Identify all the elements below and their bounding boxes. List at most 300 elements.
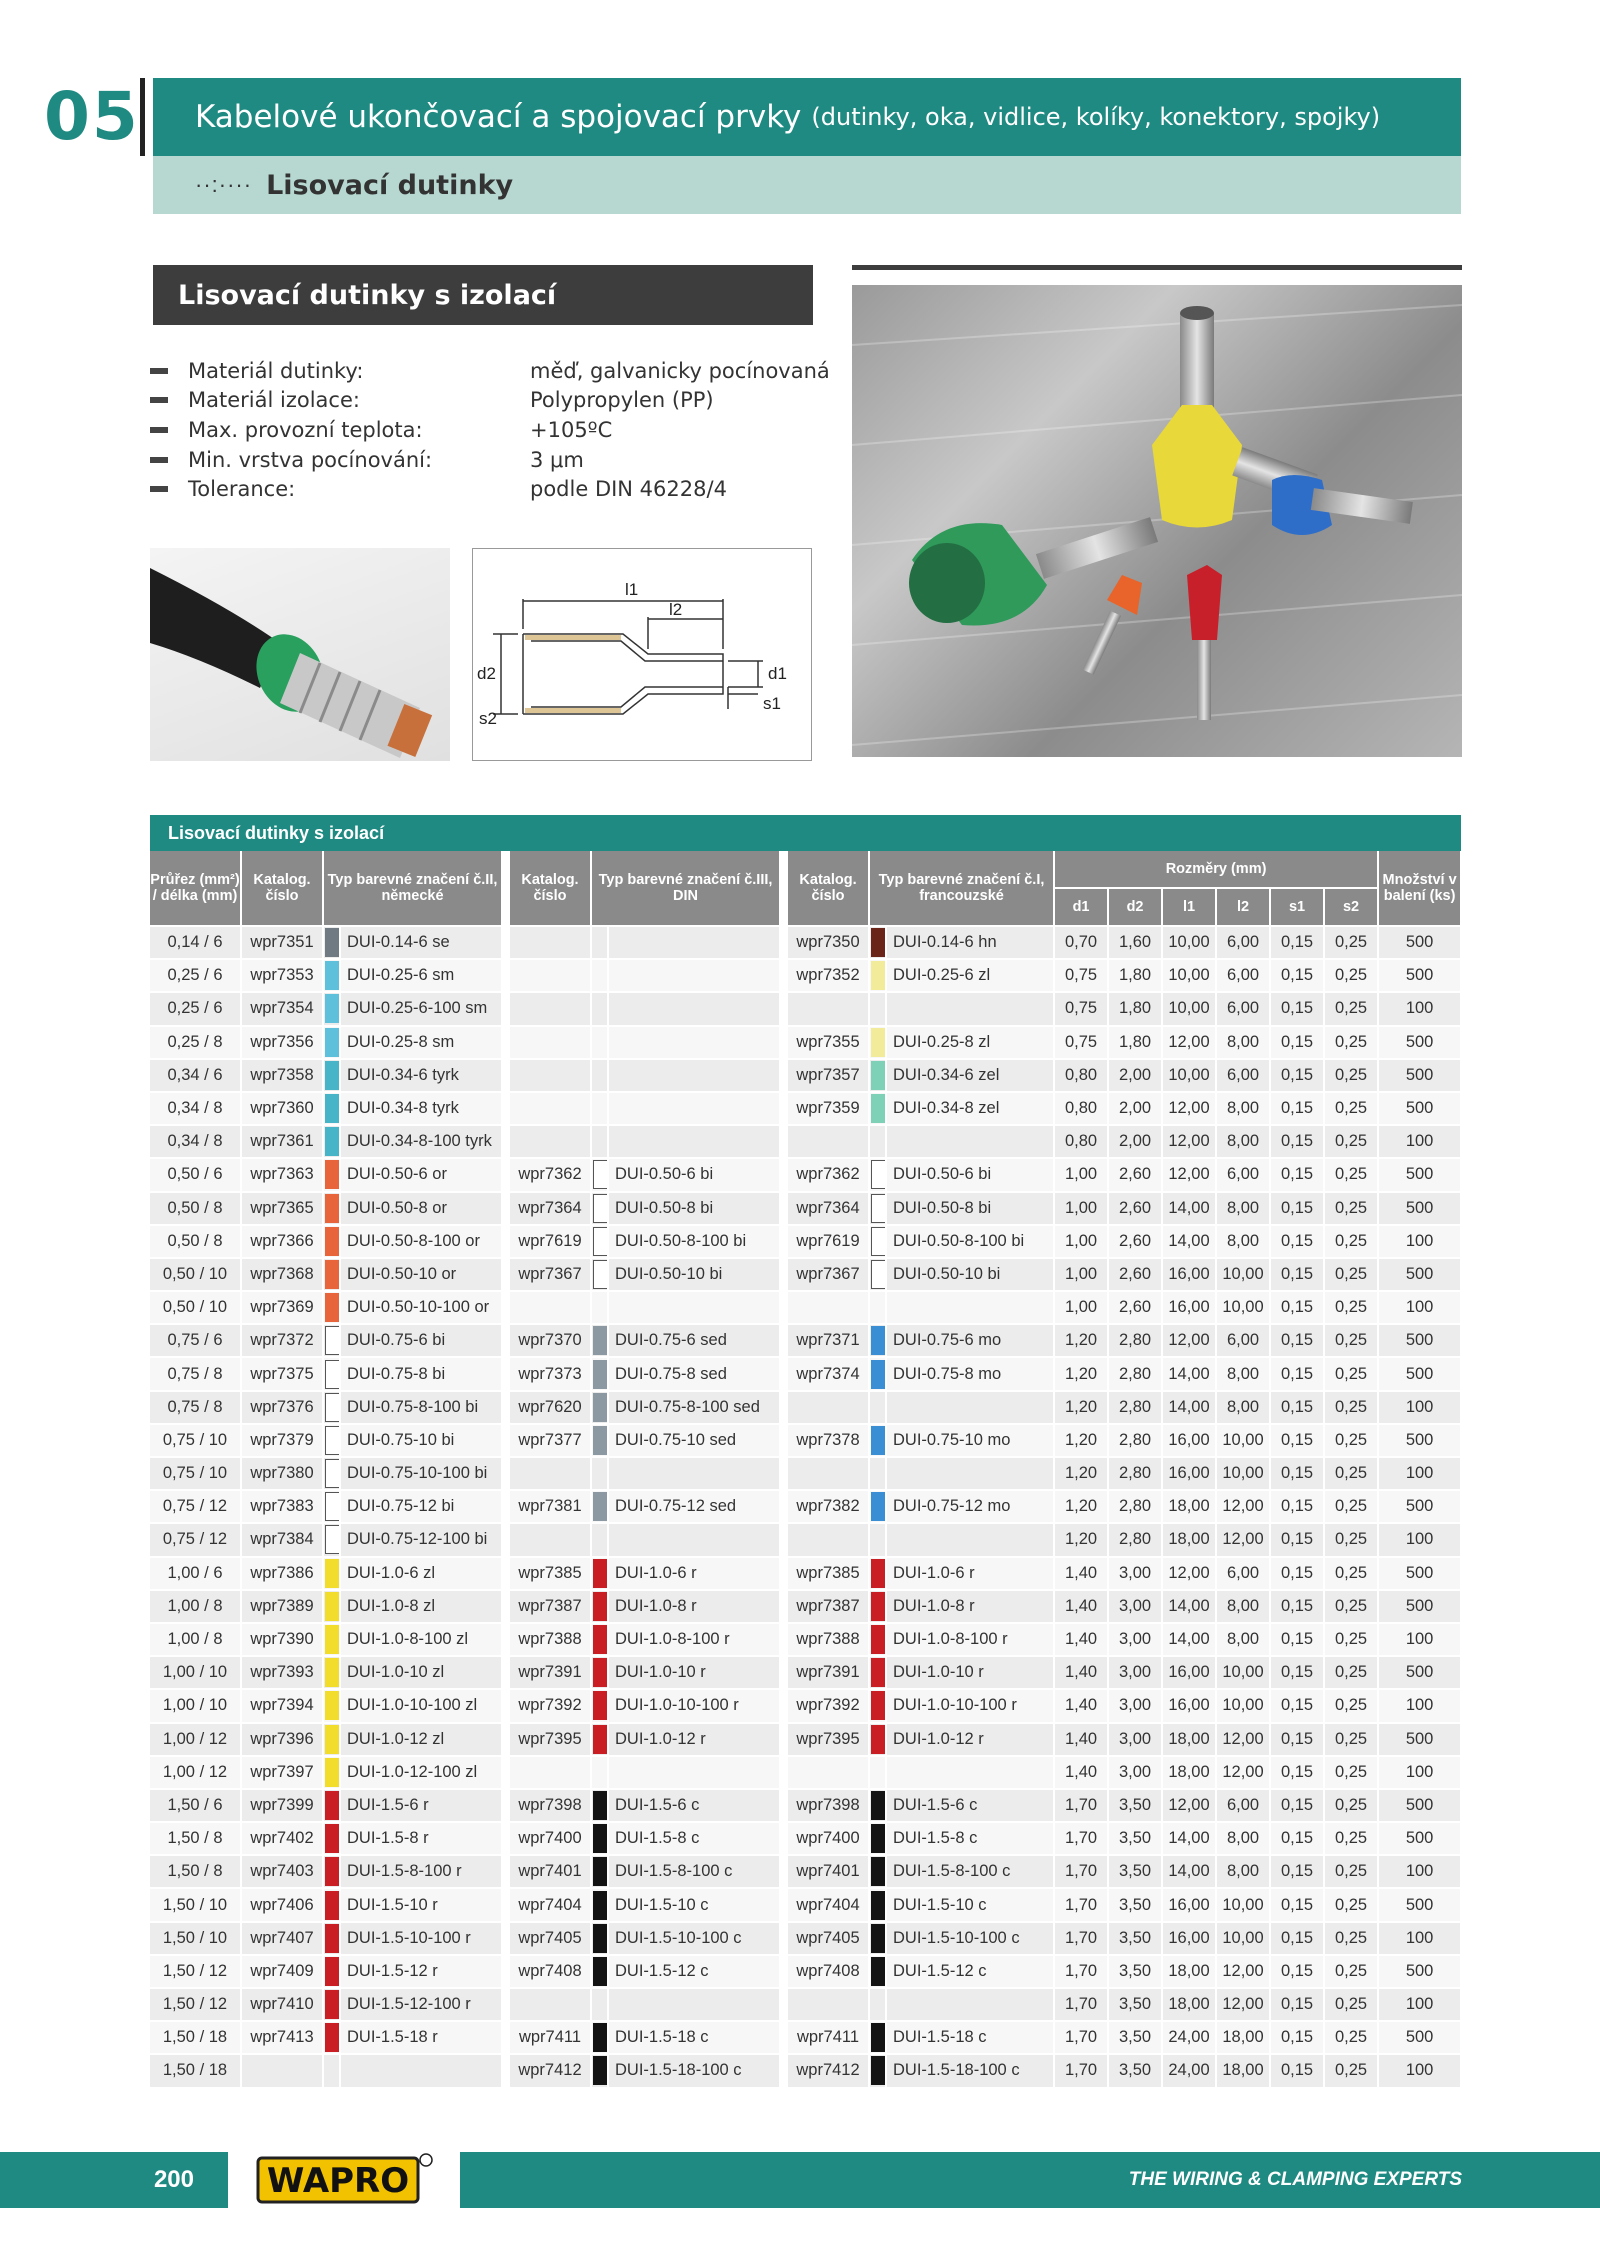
- table-row: [150, 1657, 1462, 1690]
- swatch-r: [593, 1691, 608, 1720]
- color-swatch: [592, 1292, 609, 1325]
- cell-catalog-french: wpr7400: [788, 1823, 870, 1856]
- cell-l2: 8,00: [1217, 1226, 1271, 1259]
- cell-type-din: DUI-1.5-18-100 c: [609, 2055, 781, 2088]
- cell-cross-section: 1,00 / 10: [150, 1657, 242, 1690]
- property-value: +105ºC: [530, 417, 613, 442]
- cell-l1: 16,00: [1163, 1458, 1217, 1491]
- cell-type-german: DUI-0.75-10-100 bi: [341, 1458, 503, 1491]
- color-swatch: [870, 1358, 887, 1391]
- cell-catalog-french: wpr7411: [788, 2022, 870, 2055]
- color-swatch: [870, 1690, 887, 1723]
- cell-s1: 0,15: [1271, 1193, 1325, 1226]
- cell-quantity: 500: [1379, 1425, 1462, 1458]
- swatch-r: [593, 1559, 608, 1588]
- cell-s1: 0,15: [1271, 1126, 1325, 1159]
- color-swatch: [592, 1624, 609, 1657]
- table-row: [150, 1259, 1462, 1292]
- swatch-zel: [871, 1094, 886, 1123]
- cell-catalog-german: wpr7368: [242, 1259, 324, 1292]
- cell-catalog-din: wpr7364: [510, 1193, 592, 1226]
- header-s1: s1: [1271, 889, 1325, 927]
- cell-type-din: DUI-1.0-12 r: [609, 1724, 781, 1757]
- cell-type-din: DUI-1.5-8 c: [609, 1823, 781, 1856]
- swatch-r: [593, 1658, 608, 1687]
- cell-s1: 0,15: [1271, 1956, 1325, 1989]
- cell-d1: 1,00: [1055, 1159, 1109, 1192]
- cell-s1: 0,15: [1271, 1558, 1325, 1591]
- cell-type-german: DUI-1.5-12-100 r: [341, 1989, 503, 2022]
- cell-type-french: DUI-1.0-8-100 r: [887, 1624, 1055, 1657]
- color-swatch: [592, 1325, 609, 1358]
- swatch-r: [871, 1691, 886, 1720]
- cell-l1: 18,00: [1163, 1724, 1217, 1757]
- swatch-bi: [325, 1393, 340, 1422]
- swatch-sm: [325, 961, 340, 990]
- cell-cross-section: 0,75 / 12: [150, 1491, 242, 1524]
- cell-type-din: [609, 1292, 781, 1325]
- table-row: [150, 1724, 1462, 1757]
- cell-d2: 2,60: [1109, 1259, 1163, 1292]
- header-cross-section: Průřez (mm²) / délka (mm): [150, 851, 242, 927]
- cell-catalog-french: [788, 1458, 870, 1491]
- cell-l1: 10,00: [1163, 1060, 1217, 1093]
- cell-d1: 1,70: [1055, 2022, 1109, 2055]
- swatch-mo: [871, 1326, 886, 1355]
- cell-s1: 0,15: [1271, 927, 1325, 960]
- cell-catalog-din: wpr7398: [510, 1790, 592, 1823]
- swatch-tyrk: [325, 1061, 340, 1090]
- cell-s2: 0,25: [1325, 1856, 1379, 1889]
- cell-type-french: DUI-1.5-10 c: [887, 1889, 1055, 1922]
- cell-d1: 1,20: [1055, 1425, 1109, 1458]
- cell-catalog-french: [788, 1524, 870, 1557]
- cell-l1: 16,00: [1163, 1292, 1217, 1325]
- swatch-c: [871, 2056, 886, 2085]
- cell-l1: 10,00: [1163, 927, 1217, 960]
- cell-type-german: DUI-0.34-6 tyrk: [341, 1060, 503, 1093]
- cell-quantity: 500: [1379, 2022, 1462, 2055]
- cell-type-din: DUI-1.0-6 r: [609, 1558, 781, 1591]
- cell-s1: 0,15: [1271, 1358, 1325, 1391]
- cell-s1: 0,15: [1271, 1292, 1325, 1325]
- swatch-sed: [593, 1393, 608, 1422]
- property-label: Materiál dutinky:: [188, 358, 364, 383]
- cell-d2: 1,80: [1109, 960, 1163, 993]
- cell-l1: 18,00: [1163, 1524, 1217, 1557]
- color-swatch: [324, 1889, 341, 1922]
- label-s2: s2: [479, 709, 497, 728]
- cell-type-french: DUI-1.0-10 r: [887, 1657, 1055, 1690]
- color-swatch: [324, 1325, 341, 1358]
- cell-type-din: DUI-1.5-8-100 c: [609, 1856, 781, 1889]
- cell-d1: 1,20: [1055, 1524, 1109, 1557]
- swatch-r: [871, 1725, 886, 1754]
- cell-type-german: DUI-0.50-10 or: [341, 1259, 503, 1292]
- cell-type-german: [341, 2055, 503, 2088]
- cell-catalog-french: wpr7350: [788, 927, 870, 960]
- cell-quantity: 500: [1379, 1591, 1462, 1624]
- cell-cross-section: 0,25 / 6: [150, 960, 242, 993]
- swatch-c: [871, 1824, 886, 1853]
- cell-type-french: DUI-0.50-10 bi: [887, 1259, 1055, 1292]
- color-swatch: [324, 1690, 341, 1723]
- color-swatch: [324, 1392, 341, 1425]
- cell-l1: 14,00: [1163, 1226, 1217, 1259]
- cell-cross-section: 0,34 / 8: [150, 1093, 242, 1126]
- table-row: [150, 1889, 1462, 1922]
- color-swatch: [592, 1757, 609, 1790]
- cell-type-german: DUI-1.0-10-100 zl: [341, 1690, 503, 1723]
- table-title: Lisovací dutinky s izolací: [150, 815, 1461, 851]
- cell-quantity: 100: [1379, 1624, 1462, 1657]
- cell-s2: 0,25: [1325, 1093, 1379, 1126]
- table-row: [150, 1790, 1462, 1823]
- swatch-bi: [871, 1260, 886, 1289]
- color-swatch: [592, 1259, 609, 1292]
- cell-type-german: DUI-0.50-8-100 or: [341, 1226, 503, 1259]
- color-swatch: [592, 993, 609, 1026]
- swatch-bi: [593, 1227, 608, 1256]
- cell-quantity: 100: [1379, 993, 1462, 1026]
- cell-d1: 0,80: [1055, 1093, 1109, 1126]
- swatch-r: [325, 1957, 340, 1986]
- cell-type-french: DUI-0.25-6 zl: [887, 960, 1055, 993]
- cell-catalog-german: wpr7396: [242, 1724, 324, 1757]
- cell-type-french: [887, 1757, 1055, 1790]
- cell-s2: 0,25: [1325, 1491, 1379, 1524]
- header-type-din: Typ barevné značení č.III, DIN: [592, 851, 781, 927]
- cell-catalog-french: [788, 1989, 870, 2022]
- cell-l1: 14,00: [1163, 1856, 1217, 1889]
- cell-catalog-german: wpr7354: [242, 993, 324, 1026]
- header-l1: l1: [1163, 889, 1217, 927]
- cell-type-german: DUI-1.5-10-100 r: [341, 1923, 503, 1956]
- cell-catalog-german: wpr7363: [242, 1159, 324, 1192]
- cell-s2: 0,25: [1325, 1956, 1379, 1989]
- cell-cross-section: 0,50 / 8: [150, 1226, 242, 1259]
- cell-catalog-german: wpr7379: [242, 1425, 324, 1458]
- cell-type-german: DUI-0.75-8 bi: [341, 1358, 503, 1391]
- cell-catalog-din: wpr7412: [510, 2055, 592, 2088]
- cell-l1: 14,00: [1163, 1392, 1217, 1425]
- cell-cross-section: 1,50 / 18: [150, 2055, 242, 2088]
- color-swatch: [324, 1491, 341, 1524]
- cell-type-german: DUI-1.0-8 zl: [341, 1591, 503, 1624]
- cell-d2: 3,00: [1109, 1558, 1163, 1591]
- swatch-sm: [325, 1028, 340, 1057]
- swatch-r: [871, 1592, 886, 1621]
- property-value: Polypropylen (PP): [530, 388, 714, 413]
- cell-s1: 0,15: [1271, 1325, 1325, 1358]
- color-swatch: [324, 1790, 341, 1823]
- table-row: [150, 1060, 1462, 1093]
- swatch-c: [871, 1957, 886, 1986]
- table-row: [150, 1425, 1462, 1458]
- color-swatch: [324, 1458, 341, 1491]
- color-swatch: [870, 1757, 887, 1790]
- cell-cross-section: 0,75 / 8: [150, 1392, 242, 1425]
- color-swatch: [870, 1558, 887, 1591]
- cell-quantity: 500: [1379, 1159, 1462, 1192]
- color-swatch: [592, 1425, 609, 1458]
- cell-type-german: DUI-1.0-12 zl: [341, 1724, 503, 1757]
- cell-catalog-din: [510, 1524, 592, 1557]
- cell-l1: 14,00: [1163, 1358, 1217, 1391]
- swatch-c: [593, 1924, 608, 1953]
- swatch-r: [325, 1857, 340, 1886]
- color-swatch: [592, 1159, 609, 1192]
- cell-catalog-din: wpr7377: [510, 1425, 592, 1458]
- cell-cross-section: 0,75 / 10: [150, 1425, 242, 1458]
- cell-d2: 2,80: [1109, 1458, 1163, 1491]
- cell-type-din: [609, 1524, 781, 1557]
- cell-cross-section: 1,00 / 12: [150, 1724, 242, 1757]
- cell-l1: 12,00: [1163, 1159, 1217, 1192]
- cell-type-french: DUI-1.5-8 c: [887, 1823, 1055, 1856]
- cell-catalog-french: wpr7412: [788, 2055, 870, 2088]
- cell-cross-section: 1,50 / 12: [150, 1989, 242, 2022]
- cell-catalog-french: [788, 1292, 870, 1325]
- cell-cross-section: 0,50 / 10: [150, 1259, 242, 1292]
- cell-s1: 0,15: [1271, 1259, 1325, 1292]
- cell-type-din: [609, 1093, 781, 1126]
- color-swatch: [592, 1823, 609, 1856]
- swatch-zl: [325, 1625, 340, 1654]
- cell-d1: 1,20: [1055, 1325, 1109, 1358]
- cell-s2: 0,25: [1325, 1724, 1379, 1757]
- cell-d1: 1,70: [1055, 1856, 1109, 1889]
- color-swatch: [870, 1027, 887, 1060]
- cell-d2: 2,80: [1109, 1425, 1163, 1458]
- color-swatch: [324, 960, 341, 993]
- cell-type-din: [609, 993, 781, 1026]
- cell-type-german: DUI-1.5-6 r: [341, 1790, 503, 1823]
- table-row: [150, 1823, 1462, 1856]
- color-swatch: [592, 1690, 609, 1723]
- table-row: [150, 1126, 1462, 1159]
- swatch-bi: [593, 1160, 608, 1189]
- color-swatch: [870, 960, 887, 993]
- cell-type-german: DUI-0.34-8 tyrk: [341, 1093, 503, 1126]
- color-swatch: [870, 1856, 887, 1889]
- cell-s1: 0,15: [1271, 1060, 1325, 1093]
- color-swatch: [592, 1989, 609, 2022]
- cell-catalog-german: wpr7397: [242, 1757, 324, 1790]
- section-title: Lisovací dutinky s izolací: [153, 265, 813, 325]
- cell-type-german: DUI-0.34-8-100 tyrk: [341, 1126, 503, 1159]
- cell-catalog-din: [510, 1060, 592, 1093]
- color-swatch: [592, 1889, 609, 1922]
- cell-catalog-din: [510, 1126, 592, 1159]
- cell-type-din: DUI-1.5-18 c: [609, 2022, 781, 2055]
- cell-l2: 10,00: [1217, 1657, 1271, 1690]
- cell-catalog-german: wpr7390: [242, 1624, 324, 1657]
- cell-s1: 0,15: [1271, 1591, 1325, 1624]
- cell-catalog-french: wpr7391: [788, 1657, 870, 1690]
- color-swatch: [870, 927, 887, 960]
- swatch-bi: [871, 1194, 886, 1223]
- swatch-bi: [325, 1492, 340, 1521]
- swatch-c: [593, 1891, 608, 1920]
- cell-type-din: DUI-1.5-6 c: [609, 1790, 781, 1823]
- color-swatch: [592, 1491, 609, 1524]
- cell-l2: 12,00: [1217, 1956, 1271, 1989]
- cell-s2: 0,25: [1325, 1624, 1379, 1657]
- property-label: Min. vrstva pocínování:: [188, 447, 433, 472]
- cell-catalog-german: wpr7413: [242, 2022, 324, 2055]
- cell-l2: 18,00: [1217, 2055, 1271, 2088]
- cell-catalog-din: [510, 1757, 592, 1790]
- property-row: [150, 474, 830, 504]
- color-swatch: [870, 1259, 887, 1292]
- cell-catalog-german: wpr7375: [242, 1358, 324, 1391]
- cell-d1: 1,20: [1055, 1358, 1109, 1391]
- cell-cross-section: 0,75 / 6: [150, 1325, 242, 1358]
- cell-l1: 18,00: [1163, 1989, 1217, 2022]
- cell-cross-section: 1,50 / 6: [150, 1790, 242, 1823]
- swatch-tyrk: [325, 1094, 340, 1123]
- cell-catalog-din: wpr7387: [510, 1591, 592, 1624]
- cell-type-french: DUI-1.5-10-100 c: [887, 1923, 1055, 1956]
- cell-d2: 2,00: [1109, 1126, 1163, 1159]
- cell-type-french: DUI-0.75-12 mo: [887, 1491, 1055, 1524]
- cell-type-german: DUI-1.5-10 r: [341, 1889, 503, 1922]
- page-title-sub: (dutinky, oka, vidlice, kolíky, konektory, spojky): [811, 103, 1381, 131]
- cell-d1: 1,40: [1055, 1690, 1109, 1723]
- header-s2: s2: [1325, 889, 1379, 927]
- cell-s2: 0,25: [1325, 1889, 1379, 1922]
- table-row: [150, 960, 1462, 993]
- cell-type-french: DUI-1.0-10-100 r: [887, 1690, 1055, 1723]
- cell-catalog-din: [510, 1027, 592, 1060]
- cell-type-french: DUI-0.75-6 mo: [887, 1325, 1055, 1358]
- cell-catalog-din: wpr7367: [510, 1259, 592, 1292]
- cell-s2: 0,25: [1325, 1558, 1379, 1591]
- color-swatch: [870, 2022, 887, 2055]
- cell-d1: 1,40: [1055, 1757, 1109, 1790]
- cell-catalog-french: wpr7385: [788, 1558, 870, 1591]
- cell-d1: 0,75: [1055, 1027, 1109, 1060]
- color-swatch: [870, 1126, 887, 1159]
- cell-cross-section: 0,75 / 10: [150, 1458, 242, 1491]
- table-row: [150, 1690, 1462, 1723]
- cell-s1: 0,15: [1271, 1889, 1325, 1922]
- color-swatch: [870, 993, 887, 1026]
- color-swatch: [324, 1757, 341, 1790]
- cell-l2: 8,00: [1217, 1027, 1271, 1060]
- cell-catalog-french: [788, 993, 870, 1026]
- cell-d1: 1,40: [1055, 1657, 1109, 1690]
- cell-catalog-french: wpr7367: [788, 1259, 870, 1292]
- color-swatch: [324, 1923, 341, 1956]
- cell-d2: 3,50: [1109, 1923, 1163, 1956]
- cell-l2: 8,00: [1217, 1193, 1271, 1226]
- cell-type-french: DUI-1.0-12 r: [887, 1724, 1055, 1757]
- cell-quantity: 100: [1379, 1757, 1462, 1790]
- cell-l2: 10,00: [1217, 1889, 1271, 1922]
- cell-catalog-din: wpr7385: [510, 1558, 592, 1591]
- chapter-number: 05: [44, 78, 140, 155]
- cell-d2: 3,50: [1109, 1823, 1163, 1856]
- cell-d2: 3,00: [1109, 1591, 1163, 1624]
- cell-d2: 3,50: [1109, 1956, 1163, 1989]
- cell-cross-section: 0,25 / 8: [150, 1027, 242, 1060]
- cell-type-french: DUI-0.34-6 zel: [887, 1060, 1055, 1093]
- cell-l1: 12,00: [1163, 1126, 1217, 1159]
- cell-l2: 6,00: [1217, 1790, 1271, 1823]
- color-swatch: [592, 1027, 609, 1060]
- header-d2: d2: [1109, 889, 1163, 927]
- cell-s2: 0,25: [1325, 1524, 1379, 1557]
- cell-type-german: DUI-0.50-10-100 or: [341, 1292, 503, 1325]
- table-row: [150, 1392, 1462, 1425]
- cell-l1: 16,00: [1163, 1259, 1217, 1292]
- cell-s2: 0,25: [1325, 1458, 1379, 1491]
- cell-catalog-french: wpr7388: [788, 1624, 870, 1657]
- cell-d2: 2,80: [1109, 1392, 1163, 1425]
- cell-d1: 1,70: [1055, 2055, 1109, 2088]
- cell-type-din: [609, 960, 781, 993]
- cell-catalog-french: [788, 1757, 870, 1790]
- cell-catalog-din: wpr7392: [510, 1690, 592, 1723]
- cell-s2: 0,25: [1325, 1657, 1379, 1690]
- cell-d2: 2,60: [1109, 1292, 1163, 1325]
- swatch-zl: [325, 1592, 340, 1621]
- cell-s1: 0,15: [1271, 1491, 1325, 1524]
- property-row: [150, 356, 830, 386]
- cell-type-din: DUI-0.75-10 sed: [609, 1425, 781, 1458]
- cell-quantity: 500: [1379, 927, 1462, 960]
- cell-d1: 1,40: [1055, 1624, 1109, 1657]
- header-type-french: Typ barevné značení č.I, francouzské: [870, 851, 1055, 927]
- cell-quantity: 500: [1379, 1491, 1462, 1524]
- cell-catalog-german: wpr7393: [242, 1657, 324, 1690]
- swatch-r: [325, 1924, 340, 1953]
- cell-s2: 0,25: [1325, 1159, 1379, 1192]
- cell-l1: 14,00: [1163, 1624, 1217, 1657]
- cell-d2: 2,80: [1109, 1325, 1163, 1358]
- cell-s2: 0,25: [1325, 1126, 1379, 1159]
- swatch-or: [325, 1260, 340, 1289]
- color-swatch: [592, 1392, 609, 1425]
- cell-s1: 0,15: [1271, 1724, 1325, 1757]
- swatch-c: [593, 1791, 608, 1820]
- cell-catalog-din: wpr7404: [510, 1889, 592, 1922]
- color-swatch: [324, 1259, 341, 1292]
- cell-d1: 1,70: [1055, 1889, 1109, 1922]
- page-subtitle: Lisovací dutinky: [266, 169, 514, 201]
- cell-d2: 2,80: [1109, 1358, 1163, 1391]
- cell-cross-section: 1,50 / 10: [150, 1923, 242, 1956]
- cell-l2: 12,00: [1217, 1757, 1271, 1790]
- cell-d2: 3,00: [1109, 1657, 1163, 1690]
- swatch-mo: [871, 1426, 886, 1455]
- cell-type-french: DUI-0.50-8-100 bi: [887, 1226, 1055, 1259]
- cell-l2: 10,00: [1217, 1259, 1271, 1292]
- swatch-sm: [325, 994, 340, 1023]
- section-rule: [852, 265, 1462, 270]
- cell-d1: 1,40: [1055, 1591, 1109, 1624]
- cell-catalog-din: wpr7400: [510, 1823, 592, 1856]
- table-row: [150, 1856, 1462, 1889]
- bullet-icon: [150, 486, 168, 492]
- cell-catalog-german: wpr7410: [242, 1989, 324, 2022]
- cell-cross-section: 1,50 / 18: [150, 2022, 242, 2055]
- cell-d2: 1,80: [1109, 993, 1163, 1026]
- cell-d2: 3,50: [1109, 1790, 1163, 1823]
- cell-catalog-german: wpr7361: [242, 1126, 324, 1159]
